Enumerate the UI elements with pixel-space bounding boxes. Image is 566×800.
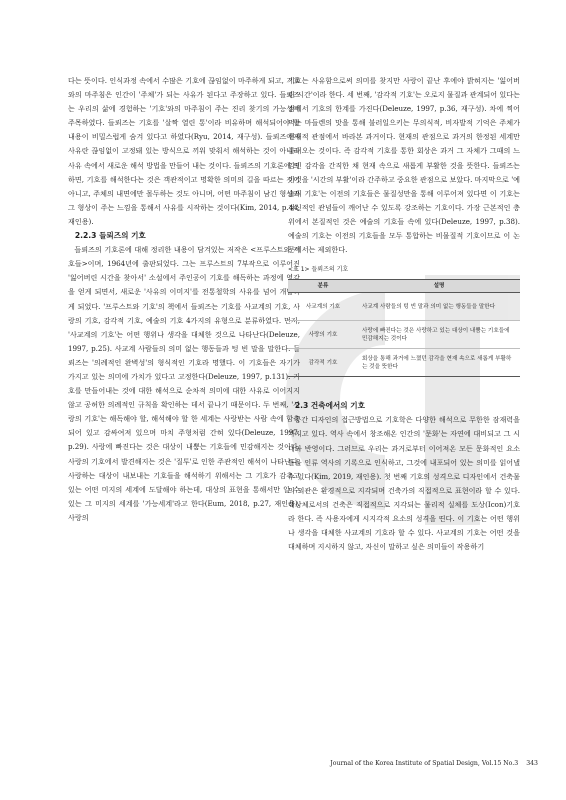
table-cell-description: 회상을 통해 과거에 느꼈던 감각을 현재 속으로 새롭게 부활하는 것을 뜻한다 xyxy=(358,349,520,377)
table-header-description: 설명 xyxy=(358,280,520,293)
section-heading-2-2-3: 2.2.3 들뢰즈의 기호 xyxy=(74,231,146,241)
section-heading-2-3: 2.3 건축에서의 기호 xyxy=(294,401,365,411)
table-cell-description: 사랑에 빠진다는 것은 사랑하고 있는 대상이 내뿜는 기호들에 민감해지는 것이다 xyxy=(358,321,520,349)
page-footer xyxy=(290,760,538,767)
table-cell-category: 사랑의 기호 xyxy=(288,321,358,349)
left-paragraph-1: 다는 뜻이다. 인식과정 속에서 수많은 기호에 끊임없이 마주하게 되고, 기호와의 마주침은 인간이 '주체'가 되는 사유가 된다고 주장하고 있다. 들뢰즈는 우리의 삶에 경험하는 '기호'와의 마주침이 주는 진리 찾기의 가능성에 주목하였다. 들뢰즈는 기호를 '살짝 열린 통'이라 비유하며 해석되어야 할 내용이 비밀스럽게 숨겨 있다고 하였다(Ryu, 2014, 재구성). 들뢰즈에게 사유란 끊임없이 고정돼 있는 방식으로 끼워 맞춰서 해석하는 것이 아니라 사유 속에서 새로운 해석 방법을 만들어 내는 것이다. 들뢰즈의 기호론에 의하면, 기호를 해석한다는 것은 객관적이고 명확한 의미의 길을 따르는 것이 아니고, 주체의 내면에만 몰두하는 것도 아니며, 어떤 마주침이 남긴 형상과 그 형상이 주는 느낌을 통해서 사유를 시작하는 것이다(Kim, 2014, p.44, 재인용). xyxy=(68,76,300,226)
table-header-row xyxy=(288,280,520,293)
table-row xyxy=(288,293,520,321)
left-paragraph-2: 들뢰즈의 기호론에 대해 정리한 내용이 담겨있는 저작은 <프루스트와 기호들>이며, 1964년에 출판되었다. 그는 프루스트의 7부작으로 이루어진 '잃어버린 시간을 찾아서' 소설에서 주인공이 기호를 해독하는 과정에 영감을 얻게 되면서, 새로운 '사유의 이미지'를 전통철학의 사유를 넘어 개발하게 되었다. '프루스트와 기호'의 책에서 들뢰즈는 기호를 사교계의 기호, 사랑의 기호, 감각적 기호, 예술의 기호 4가지의 유형으로 분류하였다. 먼저, '사교계의 기호'는 어떤 행위나 생각을 대체한 것으로 나타난다(Deleuze, 1997, p.25). 사교계 사람들의 의미 없는 행동들과 텅 빈 말을 말한다. 들뢰즈는 '의례적인 완벽성'의 형식적인 기호라 명했다. 이 기호들은 자기가 가지고 있는 의미에 가치가 있다고 고정한다(Deleuze, 1997, p.131). 기호를 만들어내는 것에 대한 해석으로 순차적 의미에 대한 사유로 이어지지 않고 공허한 의례적인 규칙을 확인하는 데서 끝나기 때문이다. 두 번째, '사랑의 기호'는 해독해야 할, 해석해야 할 한 세계는 사랑받는 사람 속에 함축되어 있고 감싸여져 있으며 마치 주형처럼 간혀 있다(Deleuze, 1997, p.29). 사랑에 빠진다는 것은 대상이 내뿜는 기호들에 민감해지는 것이다. 사랑의 기호에서 발견해지는 것은 '질투'로 인한 주관적인 해석이 나타난다. 사랑하는 대상이 내보내는 기호들을 해석하기 위해서는 그 기호가 감추고 있는 어떤 미지의 세계에 도달해야 하는데, 대상의 표현을 통해서만 알 수 있는 그 미지의 세계를 '가능세계'라고 한다(Eum, 2018, p.27, 재인용). 사랑의 xyxy=(68,245,300,522)
table-cell-description: 사교계 사람들의 텅 빈 말과 의미 없는 행동들을 말한다 xyxy=(358,293,520,321)
right-paragraph-2: 공간 디자인의 접근방법으로 기호학은 다양한 해석으로 무한한 잠재력을 가지고 있다. 역사 속에서 창조해온 인간의 '문화'는 자연에 대비되고 그 시대와 반영이다. 그러므로 우리는 과거로부터 이어져온 모든 문화적인 요소들을 인류 역사의 기록으로 인식하고, 그것에 내포되어 있는 의미를 읽어낼 수 있다(Kim, 2019, 재인용). 첫 번째 기호의 성격으로 디자인에서 건축물의 외관은 환경적으로 지각되며 건축가의 직접적으로 표현이라 할 수 있다. 대상체로서의 건축은 직접적으로 지각되는 물리적 실체를 도상(Icon)기호라 한다. 즉 사용자에게 시지각적 요소의 성격을 띤다. 이 기호는 어떤 행위나 생각을 대체한 사교계의 기호라 할 수 있다. 사교계의 기호는 어떤 것을 대체하며 지시하지 않고, 자신이 말하고 싶은 의미들이 작용하기 xyxy=(288,415,520,552)
right-paragraph-1: 기호는 사유함으로써 의미를 찾지만 사랑이 끝난 후에야 밝혀지는 '잃어버린 시간'이라 한다. 세 번째, '감각적 기호'는 오로지 물질과 관계되어 있다는 점에서 기호의 한계를 가진다(Deleuze, 1997, p.36, 재구성). 차에 찍어먹는 마들렌의 맛을 통해 불러일으키는 무의식적, 비자발적 기억은 주체가 현재적 관점에서 바라본 과거이다. 현재의 관점으로 과거의 한정된 세계만 불러오는 것이다. 즉 감각적 기호를 통한 회상은 과거 그 자체가 그때의 느낌인 감각을 간직한 채 현재 속으로 새롭게 부활한 것을 뜻한다. 들뢰즈는 이것을 '시간의 부활'이라 간주하고 중요한 관점으로 보았다. 마지막으로 '예술의 기호'는 이전의 기호들은 물질성만을 통해 이루어져 있다면 이 기호는 정신적인 관념들이 깨어난 수 있도록 강조하는 기호이다. 가장 근본적인 층위에서 본질적인 것은 예술의 기호들 속에 있다(Deleuze, 1997, p.38). 예술의 기호는 이전의 기호들을 모두 통합하는 비물질적 기호이므로 이 논문에서는 제외한다. xyxy=(288,76,520,255)
table-header-category: 분류 xyxy=(288,280,358,293)
page-number: 343 xyxy=(526,760,538,767)
table-caption: <표 1> 들뢰즈의 기호 xyxy=(288,266,349,274)
table-row xyxy=(288,349,520,377)
deleuze-signs-table xyxy=(288,279,520,377)
table-cell-category: 감각적 기호 xyxy=(288,349,358,377)
journal-name: Journal of the Korea Institute of Spatial Design, Vol.15 No.3 xyxy=(330,760,519,767)
table-row xyxy=(288,321,520,349)
table-cell-category: 사교계의 기호 xyxy=(288,293,358,321)
right-column xyxy=(288,74,520,554)
left-column xyxy=(68,74,300,525)
